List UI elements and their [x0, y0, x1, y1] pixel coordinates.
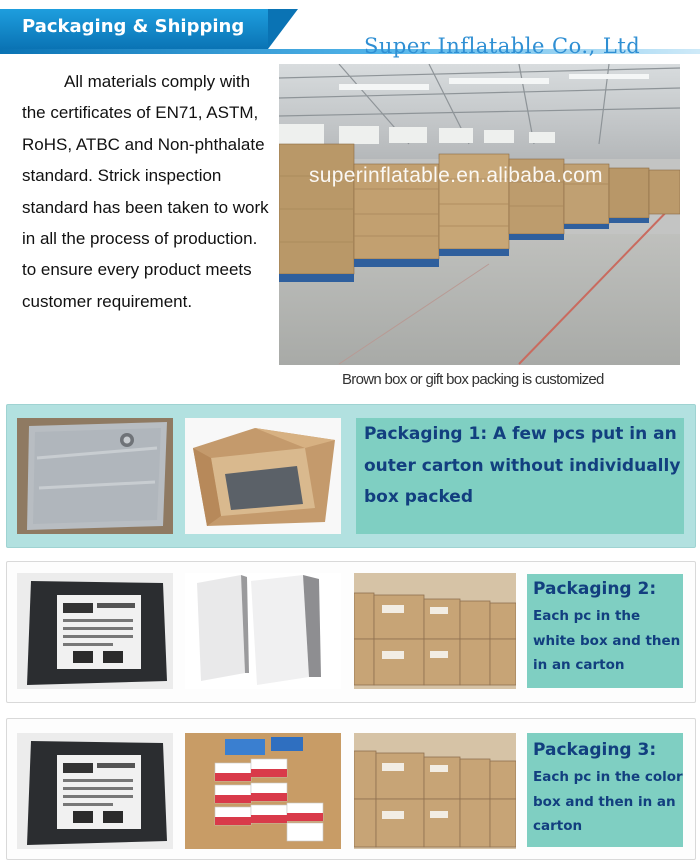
company-name: Super Inflatable Co., Ltd [364, 34, 641, 58]
section-title: Packaging & Shipping [22, 16, 245, 37]
packaging-3-title: Packaging 3: [533, 740, 657, 760]
packaging-2-label [527, 574, 683, 688]
packaging-1-title: Packaging 1: A few pcs put in an outer carton without individually box packed [364, 424, 681, 507]
stacked-cartons-illustration [354, 573, 516, 689]
watermark: superinflatable.en.alibaba.com [309, 164, 603, 187]
black-bag-product-photo [17, 573, 173, 689]
stacked-cartons-photo [354, 733, 516, 849]
black-bag-illustration [17, 573, 173, 689]
warehouse-photo [279, 64, 680, 365]
open-carton-photo [185, 418, 341, 534]
header-tab-tip [268, 9, 298, 49]
section-header [0, 0, 700, 60]
black-bag-product-photo [17, 733, 173, 849]
warehouse-illustration [279, 64, 680, 365]
photo-caption: Brown box or gift box packing is customized [342, 371, 604, 388]
stacked-cartons-illustration [354, 733, 516, 849]
open-carton-illustration [185, 418, 341, 534]
bagged-product-illustration [17, 418, 173, 534]
intro-paragraph [22, 66, 276, 317]
black-bag-illustration [17, 733, 173, 849]
stacked-cartons-photo [354, 573, 516, 689]
packaging-2-desc: Each pc in the white box and then in an carton [533, 608, 681, 673]
packaging-3-label [527, 733, 683, 847]
color-boxes-illustration [185, 733, 341, 849]
color-boxes-photo [185, 733, 341, 849]
intro-text: All materials comply with the certificates of EN71, ASTM, RoHS, ATBC and Non-phthalate standard. Strick inspection standard has been taken to work in all the process of production. to ensure every product meets customer requirement. [22, 72, 269, 311]
white-boxes-photo [185, 573, 341, 689]
packaging-2-title: Packaging 2: [533, 579, 657, 599]
white-boxes-illustration [185, 573, 341, 689]
packaging-3-desc: Each pc in the color box and then in an carton [533, 769, 683, 834]
bagged-product-photo [17, 418, 173, 534]
packaging-1-label [356, 418, 684, 534]
